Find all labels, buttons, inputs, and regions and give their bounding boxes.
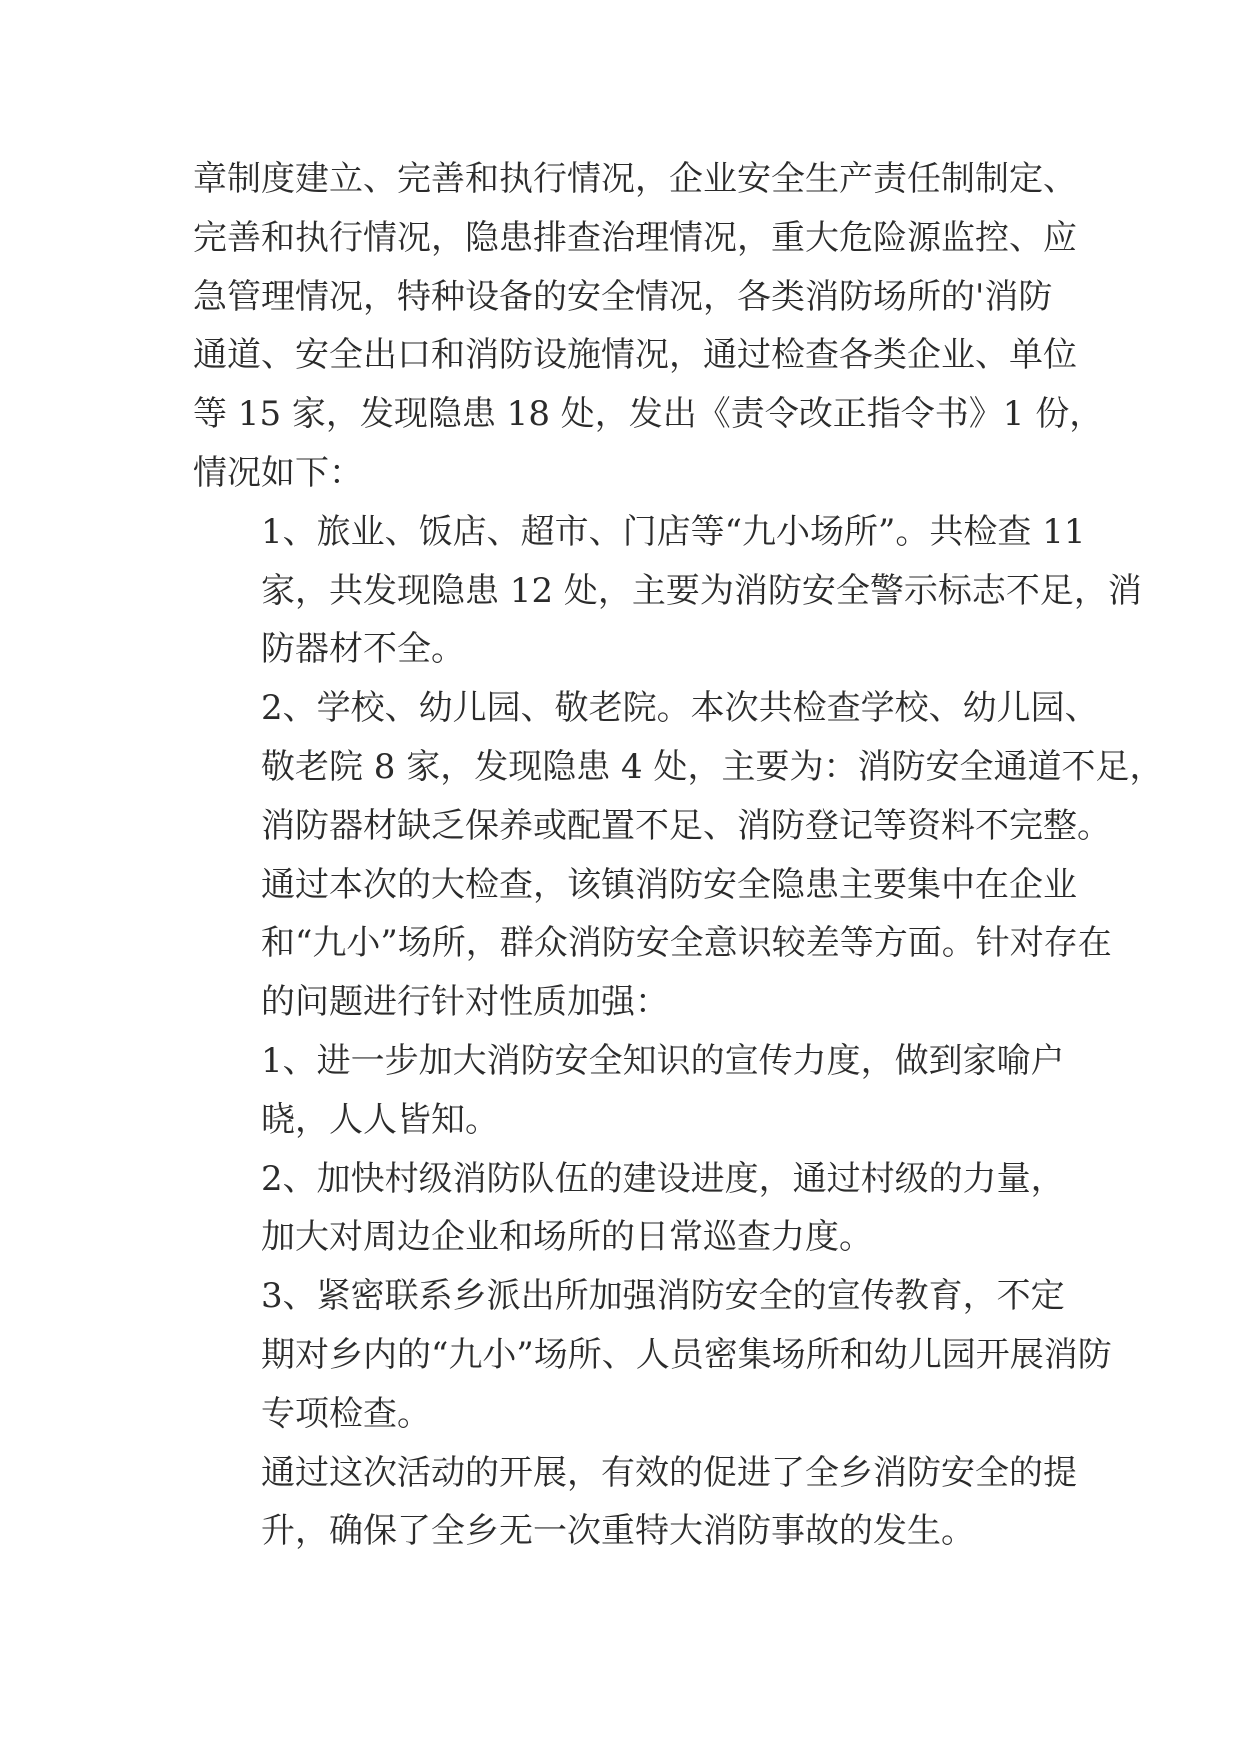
paragraph-measure-2 — [193, 1150, 1073, 1268]
text-line: 和“九小”场所，群众消防安全意识较差等方面。针对存在 — [261, 923, 1112, 964]
text-line: 完善和执行情况，隐患排查治理情况，重大危险源监控、应 — [193, 217, 1077, 258]
text-line: 加大对周边企业和场所的日常巡查力度。 — [261, 1217, 873, 1258]
text-line: 专项检查。 — [261, 1393, 431, 1434]
text-line: 通过本次的大检查，该镇消防安全隐患主要集中在企业 — [261, 864, 1077, 905]
text-line: 章制度建立、完善和执行情况，企业安全生产责任制制定、 — [193, 159, 1077, 199]
text-line: 敬老院 8 家，发现隐患 4 处，主要为：消防安全通道不足， — [261, 746, 1164, 787]
text-line: 1、旅业、饭店、超市、门店等“九小场所”。共检查 11 — [261, 511, 1086, 552]
paragraph-summary — [193, 856, 1112, 1032]
text-line: 急管理情况，特种设备的安全情况，各类消防场所的'消防 — [193, 276, 1053, 317]
paragraph-measure-3 — [193, 1267, 1112, 1443]
text-line: 情况如下： — [193, 452, 363, 493]
text-line: 2、加快村级消防队伍的建设进度，通过村级的力量， — [261, 1158, 1065, 1199]
paragraph-conclusion — [193, 1444, 1077, 1562]
text-line: 3、紧密联系乡派出所加强消防安全的宣传教育，不定 — [261, 1276, 1065, 1317]
text-line: 家，共发现隐患 12 处，主要为消防安全警示标志不足，消 — [261, 570, 1142, 611]
text-line: 防器材不全。 — [261, 629, 465, 670]
text-line: 期对乡内的“九小”场所、人员密集场所和幼儿园开展消防 — [261, 1334, 1112, 1375]
text-line: 2、学校、幼儿园、敬老院。本次共检查学校、幼儿园、 — [261, 688, 1099, 729]
paragraph-inspection-scope — [193, 150, 1104, 503]
text-line: 通过这次活动的开展，有效的促进了全乡消防安全的提 — [261, 1452, 1077, 1493]
text-line: 晓，人人皆知。 — [261, 1099, 499, 1140]
text-line: 升，确保了全乡无一次重特大消防事故的发生。 — [261, 1511, 975, 1552]
text-line: 等 15 家，发现隐患 18 处，发出《责令改正指令书》1 份， — [193, 394, 1104, 435]
paragraph-measure-1 — [193, 1032, 1073, 1150]
text-line: 通道、安全出口和消防设施情况，通过检查各类企业、单位 — [193, 335, 1077, 376]
text-line: 1、进一步加大消防安全知识的宣传力度，做到家喻户 — [261, 1040, 1065, 1081]
paragraph-schools — [193, 679, 1164, 855]
document-body — [193, 150, 1164, 1561]
text-line: 的问题进行针对性质加强： — [261, 982, 669, 1023]
text-line: 消防器材缺乏保养或配置不足、消防登记等资料不完整。 — [261, 805, 1111, 846]
paragraph-nine-small-venues — [193, 503, 1142, 679]
